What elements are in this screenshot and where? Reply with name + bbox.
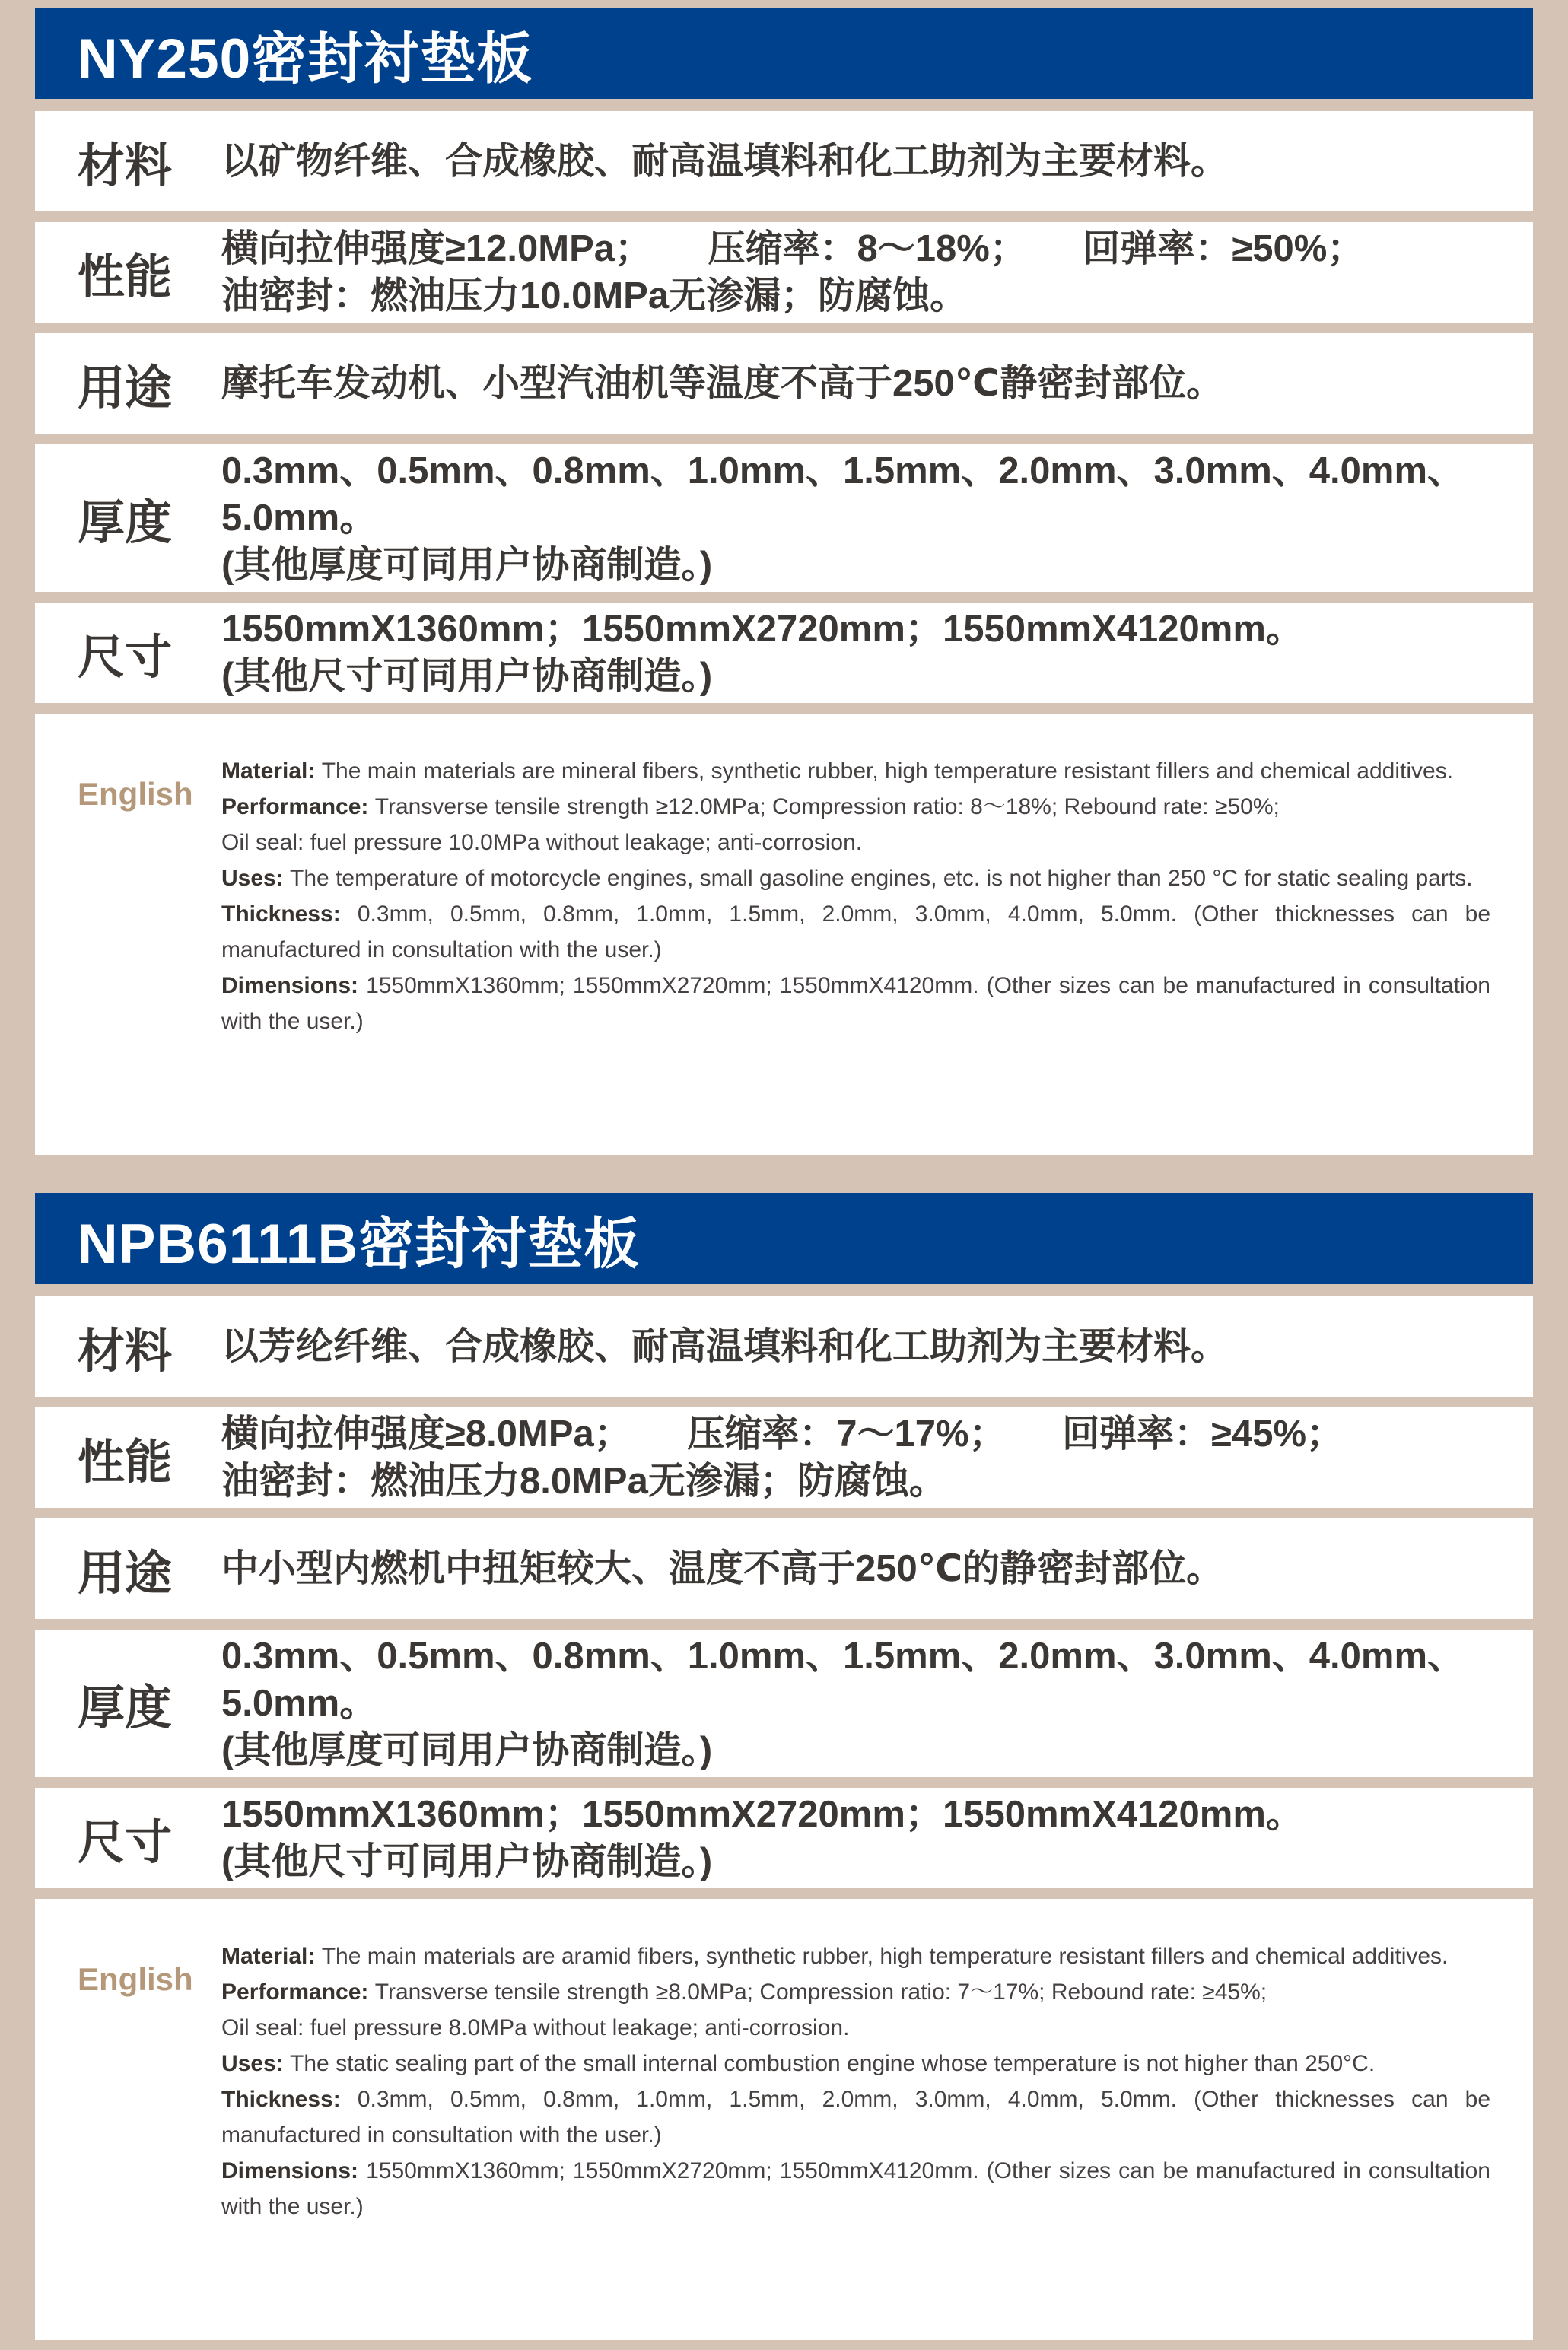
spec-row-dimensions bbox=[35, 603, 1533, 703]
english-text: Transverse tensile strength ≥12.0MPa; Compression ratio: 8～18%; Rebound rate: ≥50%; bbox=[374, 794, 1280, 819]
spec-line: 0.3mm、0.5mm、0.8mm、1.0mm、1.5mm、2.0mm、3.0mm、4.0mm、5.0mm。 bbox=[221, 1636, 1465, 1724]
section-title: NY250密封衬垫板 bbox=[78, 27, 533, 90]
spec-line: 油密封：燃油压力8.0MPa无渗漏；防腐蚀。 bbox=[221, 1461, 946, 1502]
english-paragraph bbox=[221, 2010, 1490, 2046]
spec-line: 以矿物纤维、合成橡胶、耐高温填料和化工助剂为主要材料。 bbox=[221, 141, 1229, 182]
spec-row-value bbox=[221, 1407, 1533, 1508]
spec-row-label: 性能 bbox=[78, 250, 173, 304]
english-summary-row bbox=[35, 714, 1533, 1155]
english-text: Oil seal: fuel pressure 10.0MPa without leakage; anti-corrosion. bbox=[221, 830, 863, 855]
spec-line: 中小型内燃机中扭矩较大、温度不高于250℃的静密封部位。 bbox=[221, 1548, 1224, 1589]
spec-line: 1550mmX1360mm；1550mmX2720mm；1550mmX4120mm。 bbox=[221, 1794, 1303, 1835]
spec-row-value bbox=[221, 135, 1533, 188]
english-summary-row bbox=[35, 1899, 1533, 2340]
spec-row-value bbox=[221, 222, 1533, 323]
english-paragraph bbox=[221, 2081, 1490, 2153]
spec-line: (其他厚度可同用户协商制造。) bbox=[221, 1730, 713, 1771]
spec-row-label: 尺寸 bbox=[78, 1816, 173, 1869]
english-paragraph bbox=[221, 1974, 1490, 2010]
spec-row-uses bbox=[35, 1518, 1533, 1619]
english-label: English bbox=[78, 776, 193, 812]
english-lead: Material: bbox=[221, 758, 322, 784]
spec-row-label: 用途 bbox=[78, 361, 173, 415]
spec-row-value bbox=[221, 1542, 1533, 1595]
section-header-npb6111b bbox=[35, 1193, 1533, 1284]
spec-line: 摩托车发动机、小型汽油机等温度不高于250℃静密封部位。 bbox=[221, 363, 1224, 404]
spec-row-performance bbox=[35, 1407, 1533, 1508]
english-text: 1550mmX1360mm; 1550mmX2720mm; 1550mmX4120mm. (Other sizes can be manufactured in consultation with the user.) bbox=[221, 2158, 1490, 2219]
section-header-ny250 bbox=[35, 8, 1533, 99]
spec-line: 油密封：燃油压力10.0MPa无渗漏；防腐蚀。 bbox=[221, 275, 968, 316]
english-paragraph bbox=[221, 896, 1490, 968]
section-title: NPB6111B密封衬垫板 bbox=[78, 1213, 641, 1275]
spec-row-value bbox=[221, 444, 1533, 592]
english-text: 0.3mm, 0.5mm, 0.8mm, 1.0mm, 1.5mm, 2.0mm, 3.0mm, 4.0mm, 5.0mm. (Other thicknesses can be manufactured in consultation with the user.) bbox=[221, 2087, 1490, 2148]
english-paragraph bbox=[221, 2046, 1490, 2081]
spec-line: (其他尺寸可同用户协商制造。) bbox=[221, 656, 713, 697]
english-text: The main materials are aramid fibers, synthetic rubber, high temperature resistant fillers and chemical additives. bbox=[321, 1944, 1449, 1969]
spec-row-value bbox=[221, 1630, 1533, 1777]
spec-row-thickness bbox=[35, 444, 1533, 592]
spec-row-value bbox=[221, 603, 1533, 703]
product-section-ny250 bbox=[35, 8, 1533, 1155]
spec-row-value bbox=[221, 357, 1533, 410]
spec-row-label: 材料 bbox=[78, 139, 173, 192]
english-paragraph bbox=[221, 968, 1490, 1039]
english-label: English bbox=[78, 1961, 193, 1997]
english-text: The main materials are mineral fibers, synthetic rubber, high temperature resistant fillers and chemical additives. bbox=[321, 758, 1454, 784]
english-paragraph bbox=[221, 789, 1490, 825]
english-paragraph bbox=[221, 1938, 1490, 1974]
english-text: The temperature of motorcycle engines, small gasoline engines, etc. is not higher than 250 °C for static sealing parts. bbox=[290, 866, 1473, 891]
english-lead: Material: bbox=[221, 1944, 322, 1969]
spec-row-value bbox=[221, 1788, 1533, 1888]
english-lead: Dimensions: bbox=[221, 2158, 367, 2183]
spec-row-material bbox=[35, 1296, 1533, 1397]
spec-row-value bbox=[221, 1320, 1533, 1373]
english-paragraph bbox=[221, 2153, 1490, 2224]
english-lead: Performance: bbox=[221, 1980, 375, 2005]
spec-row-thickness bbox=[35, 1630, 1533, 1777]
spec-row-label: 材料 bbox=[78, 1324, 173, 1378]
english-lead: Uses: bbox=[221, 2051, 291, 2076]
spec-line: (其他尺寸可同用户协商制造。) bbox=[221, 1841, 713, 1882]
product-section-npb6111b bbox=[35, 1193, 1533, 2340]
english-lead: Performance: bbox=[221, 794, 375, 819]
spec-line: 1550mmX1360mm；1550mmX2720mm；1550mmX4120mm。 bbox=[221, 609, 1303, 650]
spec-line: (其他厚度可同用户协商制造。) bbox=[221, 545, 713, 586]
english-text: Oil seal: fuel pressure 8.0MPa without leakage; anti-corrosion. bbox=[221, 2015, 850, 2040]
spec-line: 横向拉伸强度≥8.0MPa； 压缩率：7～17%； 回弹率：≥45%； bbox=[221, 1413, 1344, 1455]
spec-row-performance bbox=[35, 222, 1533, 323]
spec-row-label: 厚度 bbox=[78, 1681, 173, 1735]
spec-row-material bbox=[35, 111, 1533, 211]
spec-row-label: 厚度 bbox=[78, 496, 173, 549]
english-lead: Dimensions: bbox=[221, 973, 367, 998]
english-text: 1550mmX1360mm; 1550mmX2720mm; 1550mmX4120mm. (Other sizes can be manufactured in consultation with the user.) bbox=[221, 973, 1490, 1034]
english-summary-text bbox=[221, 1899, 1533, 2255]
english-text: The static sealing part of the small internal combustion engine whose temperature is not higher than 250°C. bbox=[290, 2051, 1376, 2076]
spec-line: 横向拉伸强度≥12.0MPa； 压缩率：8～18%； 回弹率：≥50%； bbox=[221, 228, 1365, 269]
english-text: 0.3mm, 0.5mm, 0.8mm, 1.0mm, 1.5mm, 2.0mm, 3.0mm, 4.0mm, 5.0mm. (Other thicknesses can be manufactured in consultation with the user.) bbox=[221, 902, 1490, 962]
spec-row-label: 用途 bbox=[78, 1547, 173, 1600]
english-lead: Thickness: bbox=[221, 2087, 358, 2112]
spec-row-uses bbox=[35, 333, 1533, 434]
spec-row-label: 性能 bbox=[78, 1436, 173, 1489]
english-lead: Thickness: bbox=[221, 902, 358, 927]
english-paragraph bbox=[221, 753, 1490, 789]
spec-line: 以芳纶纤维、合成橡胶、耐高温填料和化工助剂为主要材料。 bbox=[221, 1326, 1229, 1367]
english-paragraph bbox=[221, 860, 1490, 896]
spec-row-dimensions bbox=[35, 1788, 1533, 1888]
spec-line: 0.3mm、0.5mm、0.8mm、1.0mm、1.5mm、2.0mm、3.0mm、4.0mm、5.0mm。 bbox=[221, 450, 1465, 539]
spec-row-label: 尺寸 bbox=[78, 631, 173, 684]
english-text: Transverse tensile strength ≥8.0MPa; Compression ratio: 7～17%; Rebound rate: ≥45%; bbox=[374, 1980, 1267, 2005]
english-paragraph bbox=[221, 825, 1490, 860]
english-summary-text bbox=[221, 714, 1533, 1070]
english-lead: Uses: bbox=[221, 866, 291, 891]
